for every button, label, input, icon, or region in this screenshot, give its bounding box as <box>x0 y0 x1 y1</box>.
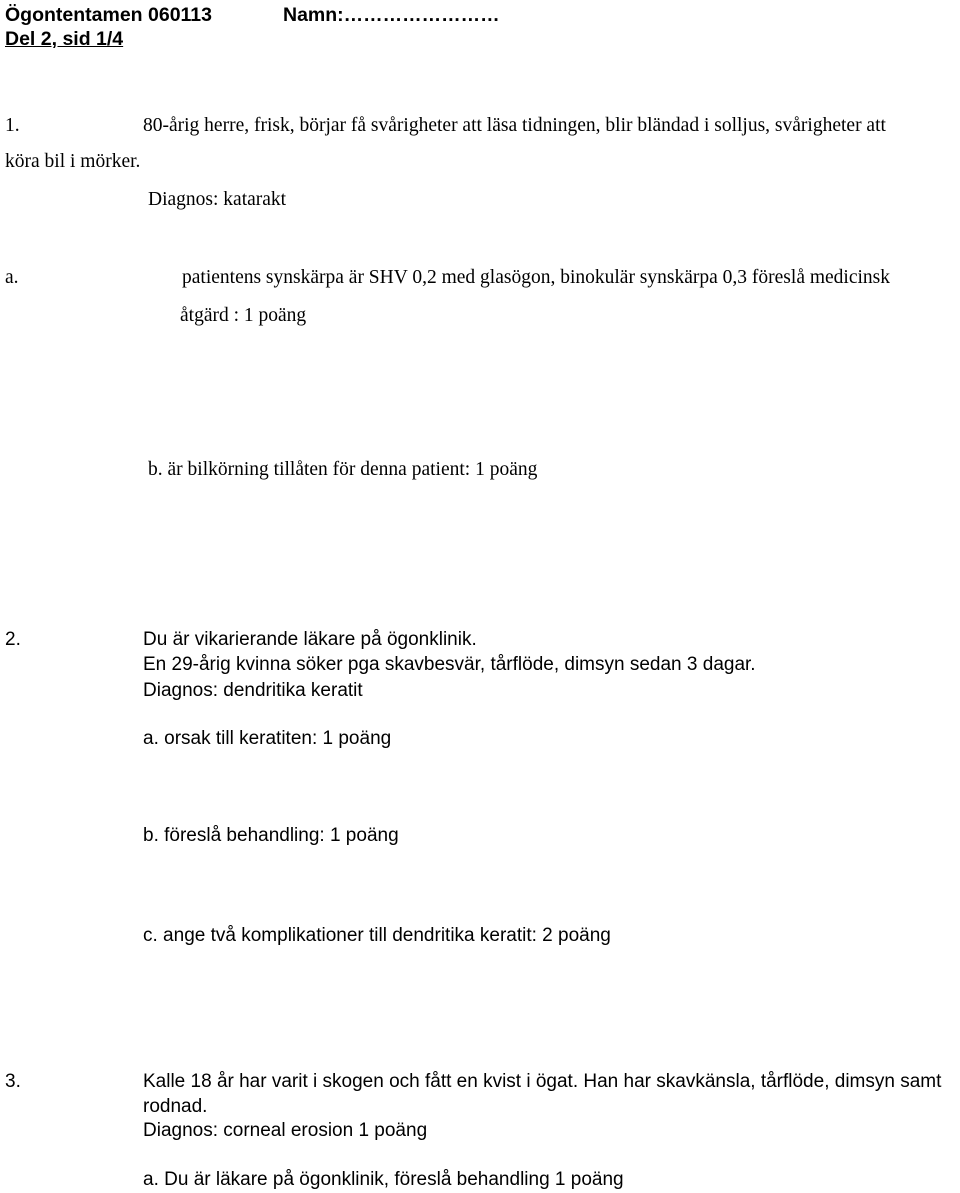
question-2a-text: a. orsak till keratiten: 1 poäng <box>143 728 392 749</box>
question-3-text-line2: rodnad. <box>143 1096 208 1117</box>
question-3a-text: a. Du är läkare på ögonklinik, föreslå behandling 1 poäng <box>143 1169 624 1190</box>
question-1a-text-line1: patientens synskärpa är SHV 0,2 med glasögon, binokulär synskärpa 0,3 föreslå medicinsk <box>182 267 890 288</box>
question-2c-text: c. ange två komplikationer till dendritika keratit: 2 poäng <box>143 925 611 946</box>
question-3-text-line1: Kalle 18 år har varit i skogen och fått en kvist i ögat. Han har skavkänsla, tårflöde, dimsyn samt <box>143 1071 942 1092</box>
question-1b-text: b. är bilkörning tillåten för denna patient: 1 poäng <box>148 459 538 480</box>
exam-title: Ögontentamen 060113 <box>5 4 212 26</box>
question-2-number: 2. <box>5 629 21 650</box>
question-1a-letter: a. <box>5 267 19 288</box>
question-3-number: 3. <box>5 1071 21 1092</box>
question-2b-text: b. föreslå behandling: 1 poäng <box>143 825 399 846</box>
question-1-text-line2: köra bil i mörker. <box>5 151 141 172</box>
question-2-text-line2: En 29-årig kvinna söker pga skavbesvär, tårflöde, dimsyn sedan 3 dagar. <box>143 654 756 675</box>
part-page-indicator: Del 2, sid 1/4 <box>5 28 124 50</box>
question-1-text-line1: 80-årig herre, frisk, börjar få svårigheter att läsa tidningen, blir bländad i solljus, svårigheter att <box>143 115 886 136</box>
question-2-diagnosis: Diagnos: dendritika keratit <box>143 680 363 701</box>
question-1-number: 1. <box>5 115 20 136</box>
question-1a-text-line2: åtgärd : 1 poäng <box>180 305 307 326</box>
question-1-diagnosis: Diagnos: katarakt <box>148 189 287 210</box>
question-2-text-line1: Du är vikarierande läkare på ögonklinik. <box>143 629 477 650</box>
question-3-diagnosis: Diagnos: corneal erosion 1 poäng <box>143 1120 428 1141</box>
name-field-label: Namn:…………………… <box>283 4 500 26</box>
